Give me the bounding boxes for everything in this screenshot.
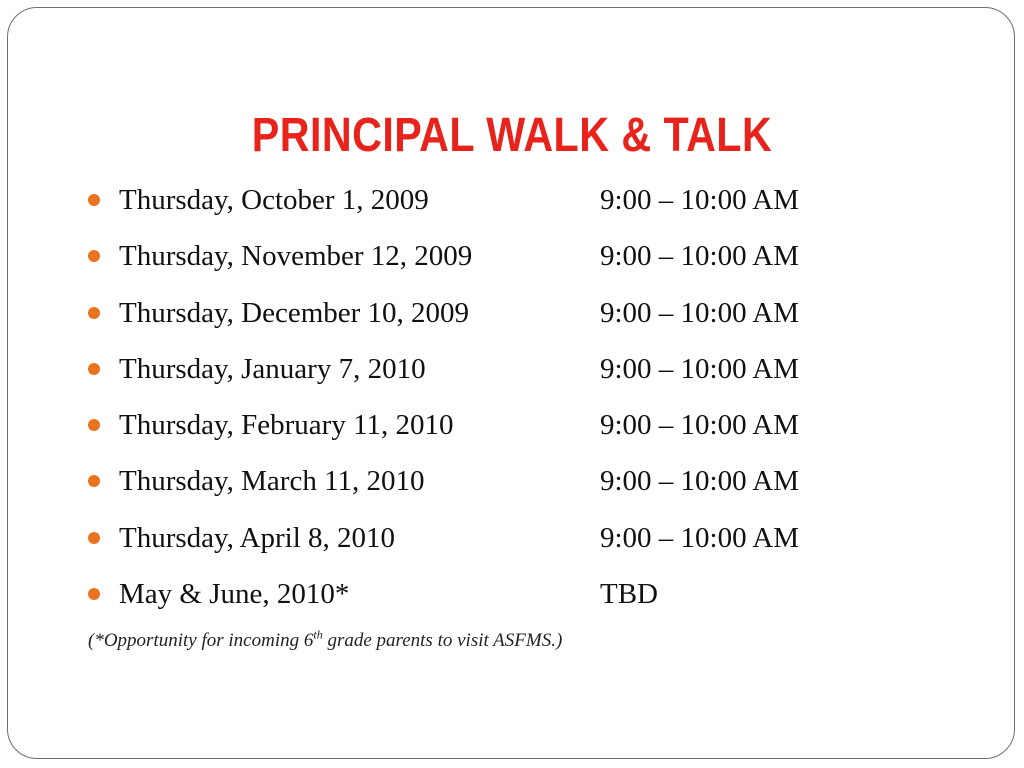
schedule-item-8 [88, 569, 908, 625]
footnote-text-end: grade parents to visit ASFMS.) [322, 630, 563, 651]
schedule-time: 9:00 – 10:00 AM [600, 465, 799, 498]
bullet-icon [88, 419, 100, 431]
bullet-icon [88, 475, 100, 487]
schedule-item-3 [88, 288, 908, 344]
schedule-item-5 [88, 400, 908, 456]
schedule-date: Thursday, October 1, 2009 [119, 184, 429, 216]
footnote [88, 627, 563, 652]
footnote-text-start: (*Opportunity for incoming 6 [88, 630, 314, 651]
footnote-superscript: th [313, 627, 323, 642]
slide-title: PRINCIPAL WALK & TALK [251, 109, 773, 163]
schedule-date: Thursday, December 10, 2009 [119, 296, 470, 329]
schedule-item-7 [88, 513, 908, 569]
bullet-icon [88, 363, 100, 375]
schedule-date: Thursday, March 11, 2010 [119, 465, 425, 498]
schedule-item-4 [88, 344, 908, 400]
schedule-date: Thursday, February 11, 2010 [119, 409, 454, 442]
schedule-time: 9:00 – 10:00 AM [600, 296, 799, 329]
schedule-time: TBD [600, 578, 658, 611]
bullet-icon [88, 588, 100, 600]
schedule-item-1 [88, 175, 908, 231]
bullet-icon [88, 194, 100, 206]
schedule-time: 9:00 – 10:00 AM [600, 352, 799, 385]
bullet-icon [88, 307, 100, 319]
schedule-date: Thursday, November 12, 2009 [119, 240, 473, 273]
schedule-item-6 [88, 456, 908, 512]
schedule-date: May & June, 2010* [119, 578, 350, 611]
schedule-list [88, 175, 908, 625]
schedule-time: 9:00 – 10:00 AM [600, 184, 799, 216]
schedule-date: Thursday, April 8, 2010 [119, 521, 396, 554]
schedule-time: 9:00 – 10:00 AM [600, 409, 799, 442]
schedule-time: 9:00 – 10:00 AM [600, 521, 799, 554]
bullet-icon [88, 250, 100, 262]
schedule-item-2 [88, 231, 908, 287]
schedule-time: 9:00 – 10:00 AM [600, 240, 799, 273]
schedule-date: Thursday, January 7, 2010 [119, 352, 426, 385]
bullet-icon [88, 532, 100, 544]
